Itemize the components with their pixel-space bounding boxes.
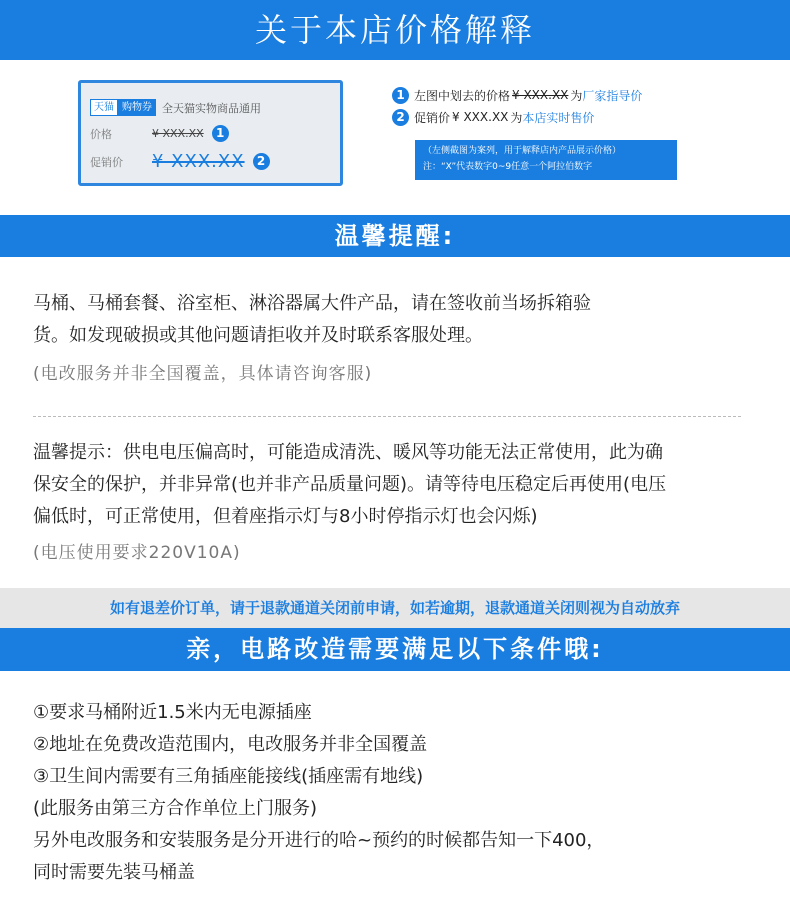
marker-two-icon: 2 (253, 153, 270, 170)
legend-item-2-text: 促销价 (414, 110, 451, 125)
page-title: 关于本店价格解释 (254, 11, 535, 49)
reminder-paragraph-2-note: (电压使用要求220V10A) (33, 543, 241, 563)
list-price-value: ¥ XXX.XX (152, 127, 204, 140)
price-example-card (78, 80, 343, 186)
price-explanation-banner (0, 0, 790, 60)
legend-item-1-price: ¥ XXX.XX (512, 88, 569, 102)
price-legend (392, 84, 642, 128)
reminder-paragraph-2-line-1: 温馨提示：供电电压偏高时，可能造成清洗、暖风等功能无法正常使用，此为确 (33, 442, 663, 463)
reminder-paragraph-1-line-2: 货。如发现破损或其他问题请拒收并及时联系客服处理。 (33, 325, 483, 346)
list-price-label: 价格 (90, 127, 112, 141)
marker-one-icon: 1 (212, 125, 229, 142)
legend-item-1-text: 左图中划去的价格 (414, 88, 511, 103)
reminder-paragraph-1 (33, 288, 591, 390)
promo-price-label: 促销价 (90, 155, 123, 169)
conditions-banner (0, 628, 790, 671)
coupon-tag: 购物券 (118, 99, 156, 116)
reminder-paragraph-2-line-2: 保安全的保护，并非异常(也并非产品质量问题)。请等待电压稳定后再使用(电压 (33, 474, 667, 495)
legend-item-2-join: 为 (510, 110, 523, 125)
legend-item-1 (392, 84, 642, 106)
reminder-paragraph-1-line-1: 马桶、马桶套餐、浴室柜、淋浴器属大件产品，请在签收前当场拆箱验 (33, 293, 591, 314)
refund-notice-text: 如有退差价订单，请于退款通道关闭前申请，如若逾期，退款通道关闭则视为自动放弃 (109, 599, 680, 617)
example-note-line-1: （左侧截图为案列，用于解释店内产品展示价格） (423, 146, 622, 156)
promo-price-row (90, 151, 270, 172)
reminder-paragraph-1-note: (电改服务并非全国覆盖，具体请咨询客服) (33, 364, 373, 384)
conditions-item: (此服务由第三方合作单位上门服务) (33, 798, 318, 819)
reminder-title: 温馨提醒: (334, 222, 456, 250)
tmall-tag: 天猫 (90, 99, 118, 116)
legend-item-2 (392, 106, 642, 128)
reminder-banner (0, 215, 790, 257)
promo-tags (90, 99, 261, 116)
conditions-item: ③卫生间内需要有三角插座能接线(插座需有地线) (33, 766, 424, 787)
marker-one-icon: 1 (392, 87, 409, 104)
conditions-item: 同时需要先装马桶盖 (33, 862, 195, 883)
reminder-paragraph-2 (33, 437, 666, 569)
conditions-item: ②地址在免费改造范围内，电改服务并非全国覆盖 (33, 734, 428, 755)
legend-item-2-accent: 本店实时售价 (522, 110, 595, 125)
coupon-note: 全天猫实物商品通用 (162, 101, 261, 115)
list-price-row (90, 125, 229, 142)
legend-item-1-join: 为 (570, 88, 583, 103)
legend-item-2-price: ¥ XXX.XX (452, 110, 509, 124)
conditions-title: 亲，电路改造需要满足以下条件哦: (186, 635, 604, 663)
example-note-line-2: 注：“X”代表数字0~9任意一个阿拉伯数字 (423, 162, 593, 172)
reminder-paragraph-2-line-3: 偏低时，可正常使用，但着座指示灯与8小时停指示灯也会闪烁) (33, 506, 538, 527)
section-divider (33, 416, 741, 417)
conditions-list (33, 697, 604, 889)
legend-item-1-accent: 厂家指导价 (582, 88, 643, 103)
conditions-item: ①要求马桶附近1.5米内无电源插座 (33, 702, 312, 723)
refund-notice (0, 588, 790, 628)
marker-two-icon: 2 (392, 109, 409, 126)
conditions-item: 另外电改服务和安装服务是分开进行的哈~预约的时候都告知一下400， (33, 830, 605, 851)
promo-price-value: ¥ XXX.XX (152, 151, 245, 172)
example-note-box (415, 140, 677, 180)
